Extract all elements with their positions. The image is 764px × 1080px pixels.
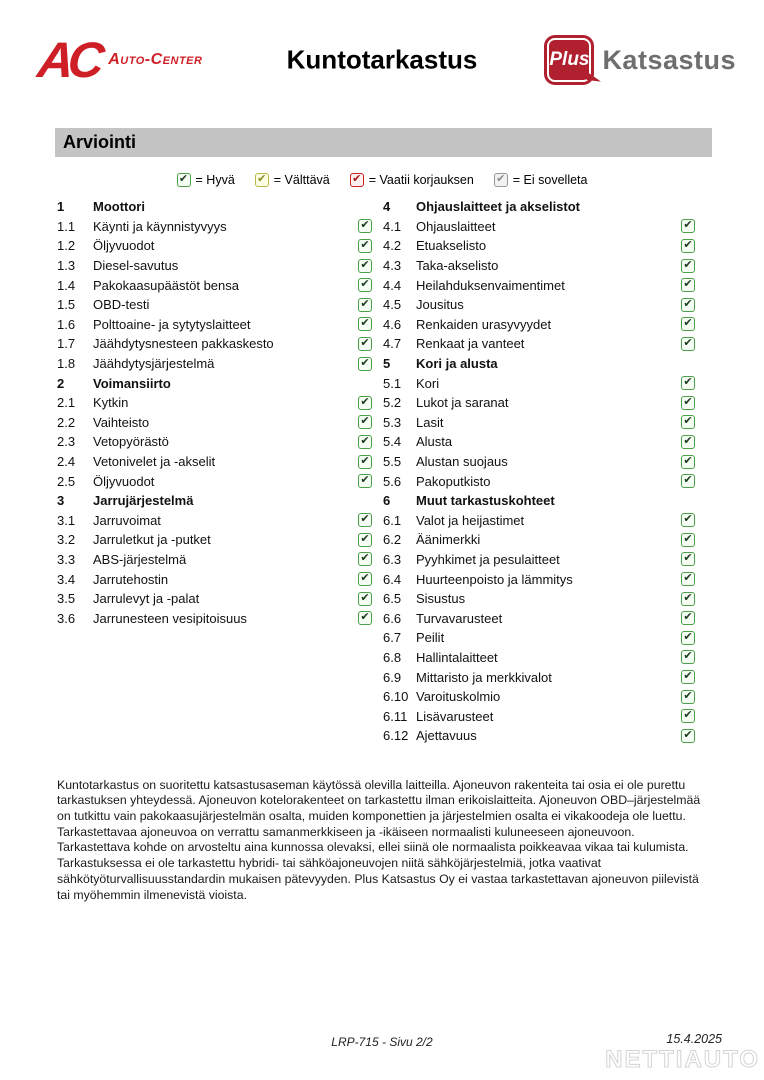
inspection-row <box>383 667 695 687</box>
status-checkbox-good <box>681 592 695 606</box>
row-label: Öljyvuodot <box>93 238 155 254</box>
row-number: 1.3 <box>57 258 76 274</box>
inspection-row <box>57 236 372 256</box>
inspection-row <box>383 413 695 433</box>
inspection-row <box>383 687 695 707</box>
row-label: Lukot ja saranat <box>416 395 509 411</box>
row-number: 6.11 <box>383 708 408 724</box>
inspection-row <box>383 491 695 511</box>
legend-item <box>255 173 330 187</box>
row-label: Käynti ja käynnistyvyys <box>93 218 227 234</box>
row-number: 5.6 <box>383 473 402 489</box>
inspection-row <box>383 550 695 570</box>
status-checkbox-good <box>358 474 372 488</box>
inspection-row <box>383 373 695 393</box>
inspection-row <box>383 432 695 452</box>
row-number: 2.3 <box>57 434 76 450</box>
inspection-row <box>57 393 372 413</box>
row-number: 1.4 <box>57 277 76 293</box>
inspection-row <box>57 471 372 491</box>
row-label: Hallintalaitteet <box>416 649 498 665</box>
nettiauto-watermark: NETTIAUTO <box>605 1046 760 1073</box>
plus-badge <box>544 35 594 85</box>
row-label: Kori <box>416 375 440 391</box>
row-number: 6.3 <box>383 551 402 567</box>
row-number: 3.4 <box>57 571 76 587</box>
report-date: 15.4.2025 <box>666 1032 722 1046</box>
row-number: 6 <box>383 493 391 509</box>
status-checkbox-na <box>494 173 508 187</box>
row-number: 1.7 <box>57 336 76 352</box>
legend-item <box>177 173 235 187</box>
status-checkbox-good <box>681 259 695 273</box>
inspection-row <box>383 315 695 335</box>
row-label: OBD-testi <box>93 297 150 313</box>
row-number: 3.2 <box>57 532 76 548</box>
row-number: 2.4 <box>57 454 76 470</box>
row-number: 4 <box>383 199 391 215</box>
page-title: Kuntotarkastus <box>286 44 478 75</box>
row-number: 3.3 <box>57 551 76 567</box>
row-label: Alusta <box>416 434 453 450</box>
row-number: 2.2 <box>57 414 76 430</box>
row-label: Kytkin <box>93 395 129 411</box>
status-checkbox-good <box>358 298 372 312</box>
row-number: 5.4 <box>383 434 402 450</box>
status-checkbox-good <box>358 533 372 547</box>
auto-center-wordmark: Auto-Center <box>108 51 203 68</box>
row-number: 6.6 <box>383 610 402 626</box>
row-label: Muut tarkastuskohteet <box>416 493 555 509</box>
row-label: Jäähdytysnesteen pakkaskesto <box>93 336 274 352</box>
status-checkbox-good <box>358 396 372 410</box>
status-checkbox-good <box>681 729 695 743</box>
inspection-row <box>57 452 372 472</box>
page-reference: LRP-715 - Sivu 2/2 <box>331 1035 433 1049</box>
row-label: Vaihteisto <box>93 414 150 430</box>
row-label: Renkaiden urasyvyydet <box>416 316 552 332</box>
legend-item <box>350 173 474 187</box>
inspection-row <box>383 236 695 256</box>
row-label: Jarrutehostin <box>93 571 169 587</box>
row-number: 1.6 <box>57 316 76 332</box>
inspection-row <box>57 569 372 589</box>
legend-label: = Välttävä <box>273 173 330 187</box>
status-checkbox-good <box>681 709 695 723</box>
inspection-row <box>383 569 695 589</box>
row-label: Sisustus <box>416 591 466 607</box>
inspection-row <box>383 393 695 413</box>
row-label: Jarrulevyt ja -palat <box>93 591 200 607</box>
status-checkbox-bad <box>350 173 364 187</box>
status-checkbox-good <box>358 572 372 586</box>
status-checkbox-good <box>358 239 372 253</box>
inspection-row <box>57 491 372 511</box>
auto-center-logo <box>35 32 203 88</box>
row-number: 5 <box>383 356 391 372</box>
inspection-row <box>383 354 695 374</box>
status-checkbox-good <box>681 690 695 704</box>
row-label: Moottori <box>93 199 145 215</box>
row-label: Öljyvuodot <box>93 473 155 489</box>
inspection-row <box>57 373 372 393</box>
inspection-row <box>57 295 372 315</box>
inspection-row <box>57 530 372 550</box>
row-label: Taka-akselisto <box>416 258 499 274</box>
status-checkbox-good <box>358 278 372 292</box>
status-checkbox-good <box>681 631 695 645</box>
row-label: Renkaat ja vanteet <box>416 336 525 352</box>
row-label: Alustan suojaus <box>416 454 508 470</box>
status-checkbox-good <box>681 455 695 469</box>
status-checkbox-good <box>681 415 695 429</box>
status-checkbox-good <box>358 552 372 566</box>
row-label: Vetopyörästö <box>93 434 169 450</box>
status-checkbox-good <box>358 513 372 527</box>
inspection-row <box>57 275 372 295</box>
legend-item <box>494 173 588 187</box>
inspection-row <box>57 608 372 628</box>
row-label: Pakoputkisto <box>416 473 491 489</box>
inspection-row <box>57 197 372 217</box>
row-number: 3.5 <box>57 591 76 607</box>
inspection-row <box>383 334 695 354</box>
row-number: 4.1 <box>383 218 402 234</box>
row-number: 5.1 <box>383 375 402 391</box>
status-checkbox-good <box>681 650 695 664</box>
row-number: 6.10 <box>383 689 409 705</box>
plus-badge-label: Plus <box>549 49 590 70</box>
auto-center-monogram: AC <box>35 32 102 88</box>
row-number: 1 <box>57 199 65 215</box>
status-checkbox-good <box>681 317 695 331</box>
status-checkbox-good <box>681 219 695 233</box>
row-number: 1.2 <box>57 238 76 254</box>
row-label: Lisävarusteet <box>416 708 494 724</box>
inspection-row <box>383 608 695 628</box>
status-checkbox-good <box>681 533 695 547</box>
assessment-column-right <box>383 197 695 746</box>
status-checkbox-good <box>681 435 695 449</box>
row-number: 6.9 <box>383 669 402 685</box>
status-checkbox-good <box>358 611 372 625</box>
section-header-bar <box>55 128 712 157</box>
row-label: Kori ja alusta <box>416 356 498 372</box>
row-number: 6.8 <box>383 649 402 665</box>
row-number: 2.5 <box>57 473 76 489</box>
status-checkbox-good <box>358 317 372 331</box>
row-number: 3.6 <box>57 610 76 626</box>
inspection-row <box>383 530 695 550</box>
inspection-row <box>57 354 372 374</box>
status-checkbox-good <box>681 572 695 586</box>
status-checkbox-good <box>681 474 695 488</box>
status-checkbox-good <box>358 259 372 273</box>
inspection-row <box>57 413 372 433</box>
row-number: 2 <box>57 375 65 391</box>
inspection-row <box>57 334 372 354</box>
inspection-row <box>57 589 372 609</box>
rating-legend <box>0 170 764 190</box>
row-number: 4.6 <box>383 316 402 332</box>
status-checkbox-good <box>358 435 372 449</box>
row-label: Jarruletkut ja -putket <box>93 532 211 548</box>
inspection-row <box>383 295 695 315</box>
status-checkbox-good <box>681 670 695 684</box>
row-label: Jarruvoimat <box>93 512 161 528</box>
row-label: Jarrunesteen vesipitoisuus <box>93 610 247 626</box>
inspection-row <box>57 511 372 531</box>
status-checkbox-good <box>358 592 372 606</box>
row-number: 5.2 <box>383 395 402 411</box>
row-label: Voimansiirto <box>93 375 171 391</box>
inspection-row <box>383 217 695 237</box>
row-number: 6.5 <box>383 591 402 607</box>
row-label: Peilit <box>416 630 445 646</box>
row-number: 4.3 <box>383 258 402 274</box>
inspection-row <box>383 726 695 746</box>
legend-label: = Vaatii korjauksen <box>368 173 474 187</box>
status-checkbox-fair <box>255 173 269 187</box>
row-number: 2.1 <box>57 395 76 411</box>
row-number: 1.5 <box>57 297 76 313</box>
inspection-row <box>57 432 372 452</box>
row-number: 4.4 <box>383 277 402 293</box>
row-label: Diesel-savutus <box>93 258 179 274</box>
row-number: 6.12 <box>383 728 409 744</box>
status-checkbox-good <box>681 513 695 527</box>
status-checkbox-good <box>358 415 372 429</box>
row-label: Pyyhkimet ja pesulaitteet <box>416 551 560 567</box>
status-checkbox-good <box>177 173 191 187</box>
row-label: Polttoaine- ja sytytyslaitteet <box>93 316 251 332</box>
row-label: Huurteenpoisto ja lämmitys <box>416 571 573 587</box>
row-number: 1.8 <box>57 356 76 372</box>
status-checkbox-good <box>358 455 372 469</box>
row-number: 6.1 <box>383 512 402 528</box>
inspection-row <box>57 315 372 335</box>
legend-label: = Ei sovelleta <box>512 173 588 187</box>
row-label: Lasit <box>416 414 444 430</box>
status-checkbox-good <box>358 337 372 351</box>
row-label: Mittaristo ja merkkivalot <box>416 669 552 685</box>
row-number: 6.4 <box>383 571 402 587</box>
status-checkbox-good <box>358 357 372 371</box>
row-label: Varoituskolmio <box>416 689 501 705</box>
inspection-row <box>57 217 372 237</box>
section-title: Arviointi <box>63 132 137 152</box>
status-checkbox-good <box>681 552 695 566</box>
inspection-row <box>383 589 695 609</box>
inspection-row <box>383 471 695 491</box>
row-label: Etuakselisto <box>416 238 487 254</box>
inspection-row <box>383 511 695 531</box>
row-label: Valot ja heijastimet <box>416 512 525 528</box>
inspection-row <box>383 452 695 472</box>
row-number: 4.2 <box>383 238 402 254</box>
row-label: Pakokaasupäästöt bensa <box>93 277 239 293</box>
row-label: Ajettavuus <box>416 728 477 744</box>
row-label: Jarrujärjestelmä <box>93 493 194 509</box>
row-number: 3 <box>57 493 65 509</box>
assessment-columns <box>57 197 764 746</box>
plus-katsastus-logo <box>544 35 736 85</box>
inspection-row <box>383 648 695 668</box>
row-number: 1.1 <box>57 218 76 234</box>
row-label: Ohjauslaitteet ja akselistot <box>416 199 581 215</box>
status-checkbox-good <box>681 611 695 625</box>
row-label: Jäähdytysjärjestelmä <box>93 356 215 372</box>
legend-label: = Hyvä <box>195 173 235 187</box>
status-checkbox-good <box>681 337 695 351</box>
status-checkbox-good <box>681 278 695 292</box>
row-number: 5.5 <box>383 454 402 470</box>
inspection-row <box>383 275 695 295</box>
header <box>0 0 764 120</box>
row-number: 6.7 <box>383 630 402 646</box>
row-number: 4.7 <box>383 336 402 352</box>
row-label: Turvavarusteet <box>416 610 503 626</box>
disclaimer-text: Kuntotarkastus on suoritettu katsastusaseman käytössä olevilla laitteilla. Ajoneuvon rakenteita tai osia ei ole purettu tarkastuksen yhteydessä. Ajoneuvon kotelorakenteet on tarkastettu ilman erikoislaitteita. Ajoneuvon OBD–järjestelmää on tutkittu vain pakokaasujärjestelmän osalta, muiden komponettien ja järjestelmien osalta ei vikakoodeja ole luettu. Tarkastettavaa ajoneuvoa on verrattu samanmerkkiseen ja -ikäiseen normaalisti kuluneeseen ajoneuvoon. Tarkastettava kohde on arvosteltu aina kunnossa olevaksi, ellei siinä ole normaalista poikkeavaa vikaa tai kulumista. Tarkastuksessa ei ole tarkastettu hybridi- tai sähköajoneuvojen niitä sähköjärjestelmiä, jotka vaativat sähkötyöturvallisuusstandardin mukaisen pätevyyden. Plus Katsastus Oy ei vastaa tarkastettavan ajoneuvon piilevistä tai myöhemmin ilmenevistä vioista. <box>57 777 701 902</box>
assessment-column-left <box>57 197 372 628</box>
row-label: ABS-järjestelmä <box>93 551 187 567</box>
row-label: Äänimerkki <box>416 532 481 548</box>
row-number: 3.1 <box>57 512 76 528</box>
row-number: 6.2 <box>383 532 402 548</box>
row-number: 5.3 <box>383 414 402 430</box>
inspection-row <box>383 197 695 217</box>
inspection-row <box>57 256 372 276</box>
status-checkbox-good <box>358 219 372 233</box>
inspection-row <box>383 256 695 276</box>
row-label: Heilahduksenvaimentimet <box>416 277 565 293</box>
katsastus-wordmark: Katsastus <box>602 44 736 75</box>
inspection-row <box>57 550 372 570</box>
status-checkbox-good <box>681 396 695 410</box>
row-number: 4.5 <box>383 297 402 313</box>
status-checkbox-good <box>681 298 695 312</box>
status-checkbox-good <box>681 239 695 253</box>
row-label: Ohjauslaitteet <box>416 218 496 234</box>
status-checkbox-good <box>681 376 695 390</box>
row-label: Vetonivelet ja -akselit <box>93 454 216 470</box>
row-label: Jousitus <box>416 297 464 313</box>
inspection-row <box>383 706 695 726</box>
inspection-row <box>383 628 695 648</box>
